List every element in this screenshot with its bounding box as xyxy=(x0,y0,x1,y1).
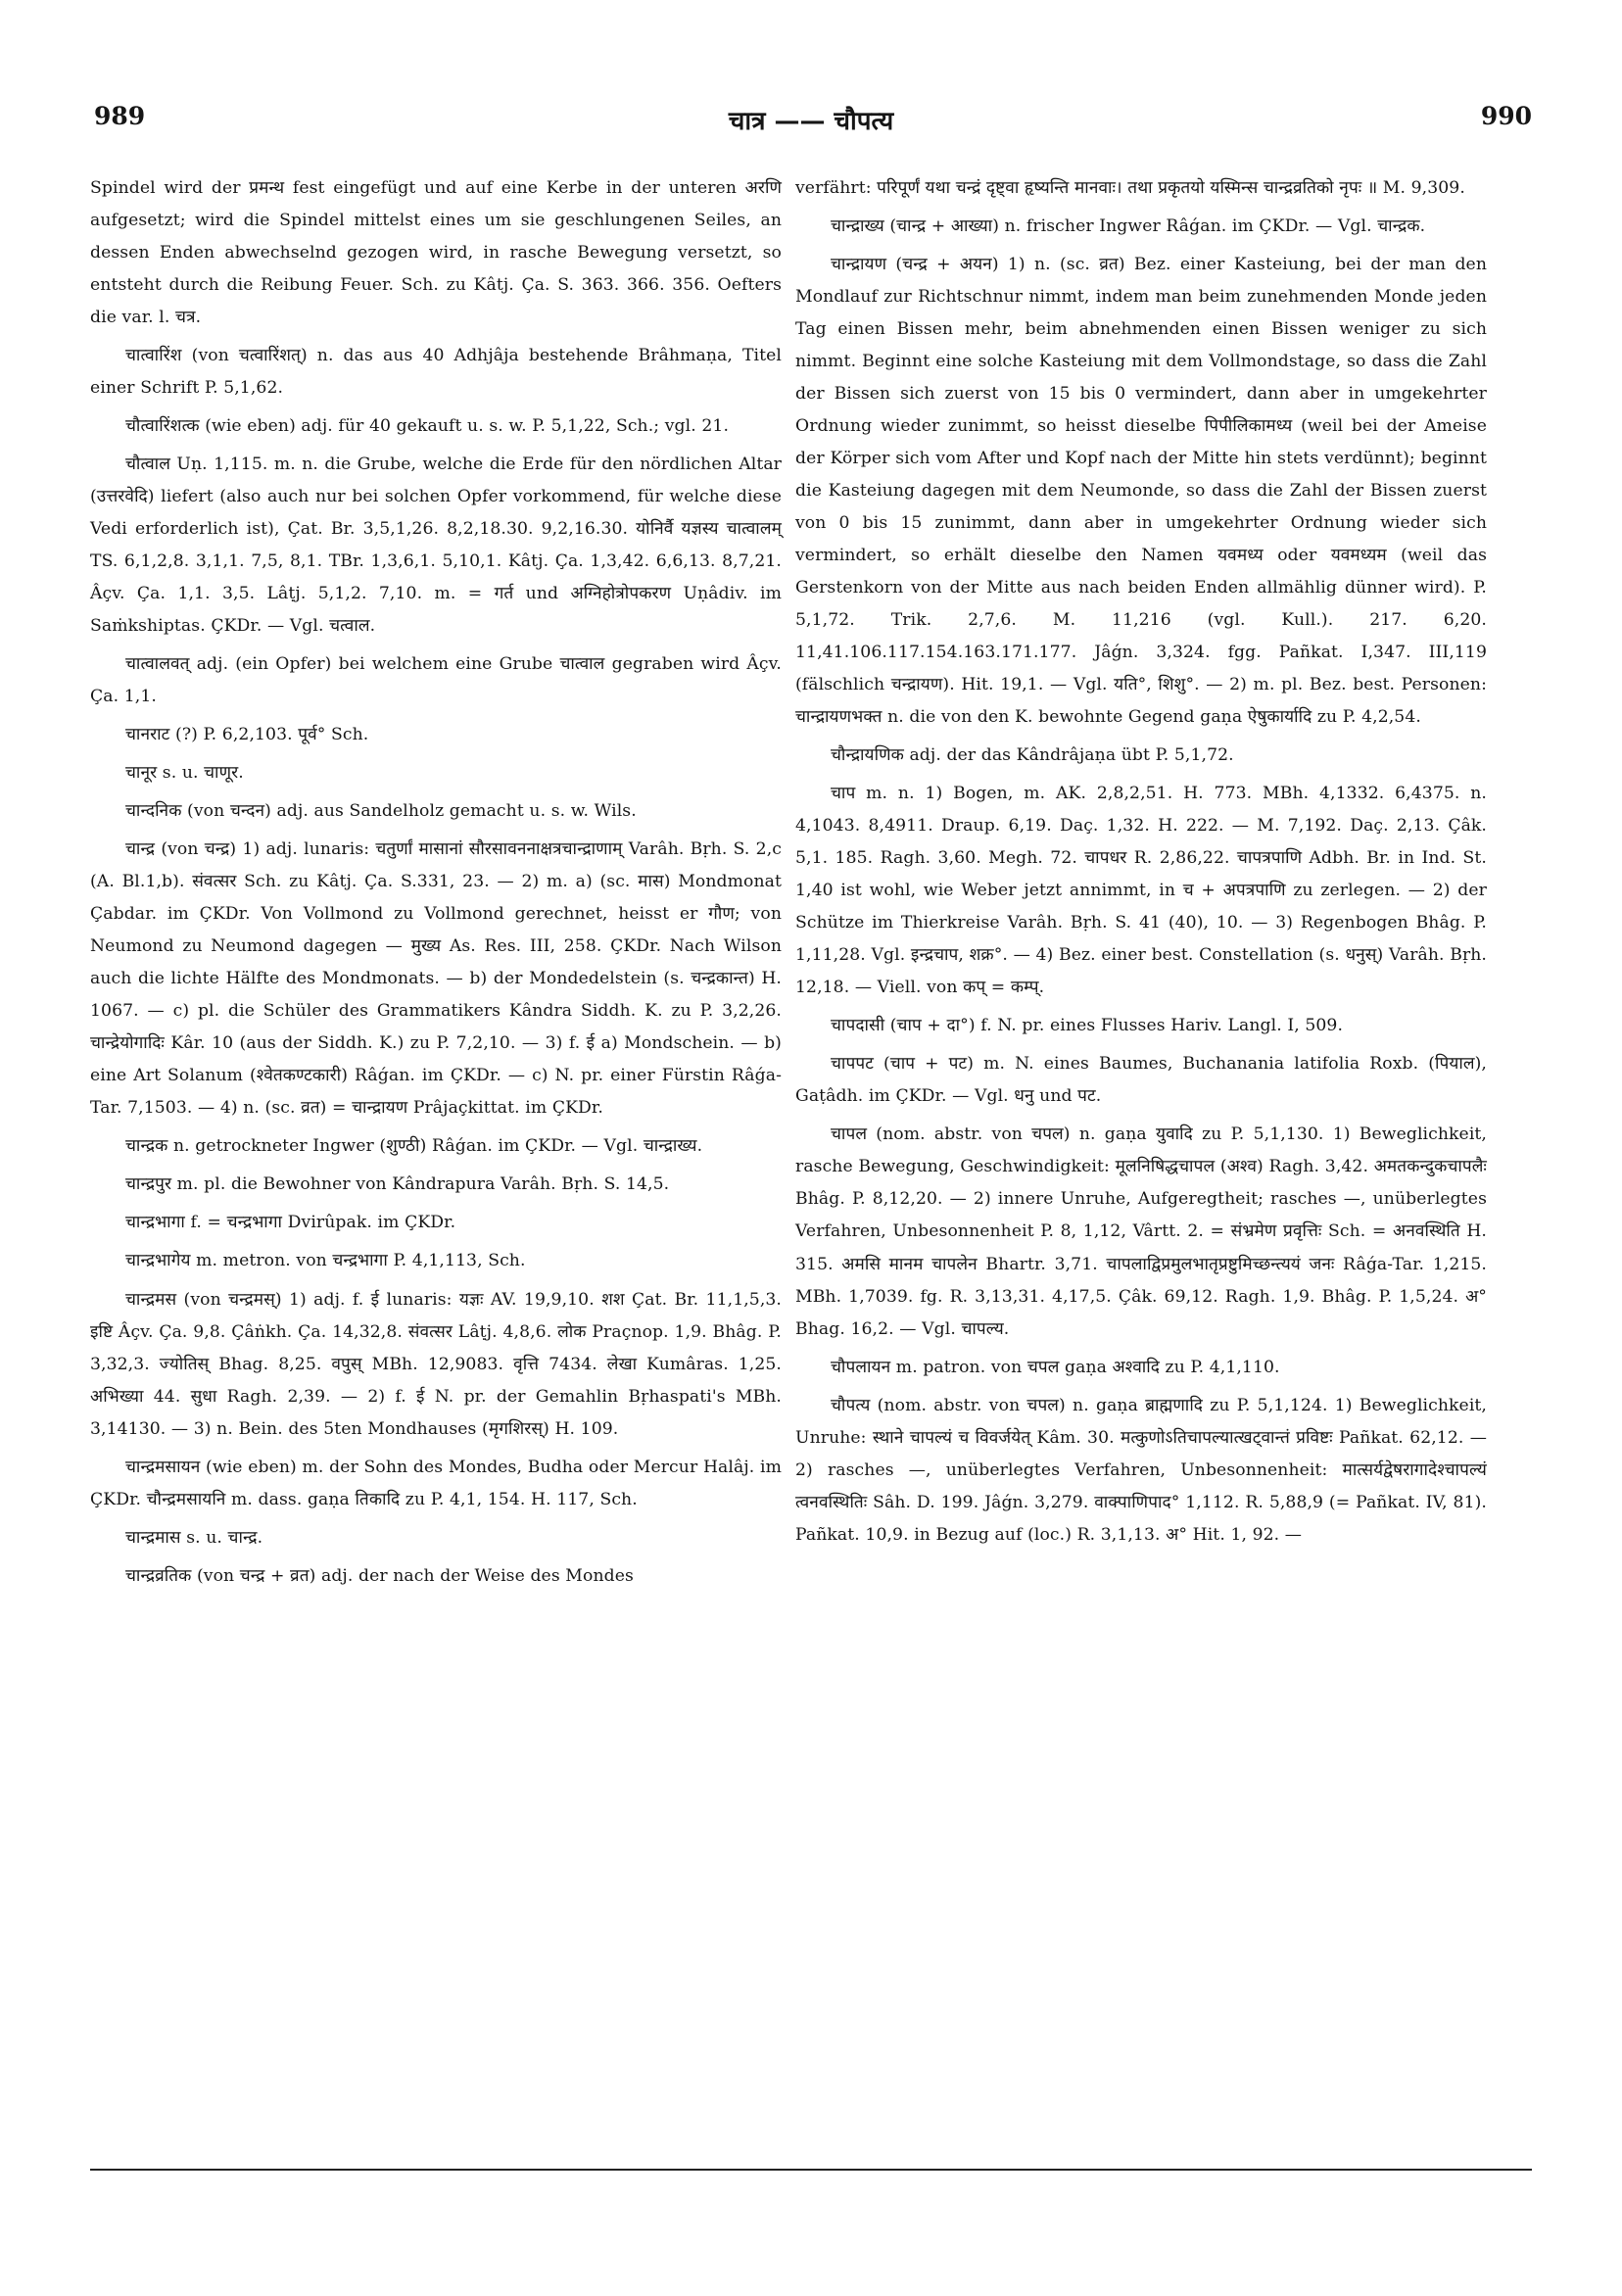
entry: चानूर s. u. चाणूर. xyxy=(125,763,244,784)
entry: चौन्द्रायणिक adj. der das Kândrâjaṇa übt P. 5,1,72. xyxy=(831,745,1234,766)
entry: चापल (nom. abstr. von चपल) n. gaṇa युवादि zu P. 5,1,130. 1) Beweglichkeit, rasche Bewegung, Geschwindigkeit: मूलनिषिद्धचापल (अश्व) Ragh. 3,42. अमतकन्दुकचापलैः Bhâg. P. 8,12,20. — 2) innere Unruhe, Aufgeregtheit; rasches —, unüberlegtes Verfahren, Unbesonnenheit P. 8, 1,12, Vârtt. 2. = संभ्रमेण प्रवृत्तिः Sch. = अनवस्थिति H. 315. अमसि मानम चापलेन Bhartr. 3,71. चापलाद्विप्रमुलभातृप्रष्टुमिच्छन्त्ययं जनः Râǵa-Tar. 1,215. MBh. 1,7039. fg. R. 3,13,31. 4,17,5. Çâk. 69,12. Ragh. 1,9. Bhâg. P. 1,5,24. अ° Bhag. 16,2. — Vgl. चापल्य. xyxy=(795,1124,1487,1339)
entry: चाप m. n. 1) Bogen, m. AK. 2,8,2,51. H. 773. MBh. 4,1332. 6,4375. n. 4,1043. 8,4911. Draup. 6,19. Daç. 1,32. H. 222. — M. 7,192. Daç. 2,13. Çâk. 5,1. 185. Ragh. 3,60. Megh. 72. चापधर R. 2,86,22. चापत्रपाणि Adbh. Br. in Ind. St. 1,40 ist wohl, wie Weber jetzt annimmt, in च + अपत्रपाणि zu zerlegen. — 2) der Schütze im Thierkreise Varâh. Bṛh. S. 41 (40), 10. — 3) Regenbogen Bhâg. P. 1,11,28. Vgl. इन्द्रचाप, शक्र°. — 4) Bez. einer best. Constellation (s. धनुस्) Varâh. Bṛh. 12,18. — Viell. von कप् = कम्प्. xyxy=(795,784,1487,998)
entry: चान्द्रभागा f. = चन्द्रभागा Dvirûpak. im ÇKDr. xyxy=(125,1213,456,1233)
entry: चापपट (चाप + पट) m. N. eines Baumes, Buchanania latifolia Roxb. (पियाल), Gaṭâdh. im ÇKDr. — Vgl. धनु und पट. xyxy=(795,1054,1487,1107)
entry: चौपत्य (nom. abstr. von चपल) n. gaṇa ब्राह्मणादि zu P. 5,1,124. 1) Beweglichkeit, Unruhe: स्थाने चापल्यं च विवर्जयेत् Kâm. 30. मत्कुणोऽतिचापल्यात्खट्वान्तं प्रविष्टः Pañkat. 62,12. — 2) rasches —, unüberlegtes Verfahren, Unbesonnenheit: मात्सर्यद्वेषरागादेश्चापल्यं त्वनवस्थितिः Sâh. D. 199. Jâǵn. 3,279. वाक्पाणिपाद° 1,112. R. 5,88,9 (= Pañkat. IV, 81). Pañkat. 10,9. in Bezug auf (loc.) R. 3,1,13. अ° Hit. 1, 92. — xyxy=(795,1395,1487,1545)
entry: चान्दनिक (von चन्दन) adj. aus Sandelholz gemacht u. s. w. Wils. xyxy=(125,801,637,822)
entry: चौपलायन m. patron. von चपल gaṇa अश्वादि zu P. 4,1,110. xyxy=(831,1357,1280,1377)
right-column xyxy=(795,172,1487,1557)
entry: चौत्वारिंशत्क (wie eben) adj. für 40 gekauft u. s. w. P. 5,1,22, Sch.; vgl. 21. xyxy=(125,416,730,437)
entry: चात्वालवत् adj. (ein Opfer) bei welchem eine Grube चात्वाल gegraben wird Âçv. Ça. 1,1. xyxy=(90,654,782,707)
entry: चानराट (?) P. 6,2,103. पूर्व° Sch. xyxy=(125,725,369,745)
entry: चान्द्राख्य (चान्द्र + आख्या) n. frischer Ingwer Râǵan. im ÇKDr. — Vgl. चान्द्रक. xyxy=(831,216,1426,237)
entry: चौत्वाल Uṇ. 1,115. m. n. die Grube, welche die Erde für den nördlichen Altar (उत्तरवेदि) liefert (also auch nur bei solchen Opfer vorkommend, für welche diese Vedi erforderlich ist), Çat. Br. 3,5,1,26. 8,2,18.30. 9,2,16.30. योनिर्वै यज्ञस्य चात्वालम् TS. 6,1,2,8. 3,1,1. 7,5, 8,1. TBr. 1,3,6,1. 5,10,1. Kâtj. Ça. 1,3,42. 6,6,13. 8,7,21. Âçv. Ça. 1,1. 3,5. Lâṭj. 5,1,2. 7,10. m. = गर्त und अग्निहोत्रोपकरण Uṇâdiv. im Saṁkshiptas. ÇKDr. — Vgl. चत्वाल. xyxy=(90,454,782,637)
left-column xyxy=(90,172,782,1599)
entry-continuation: Spindel wird der प्रमन्थ fest eingefügt und auf eine Kerbe in der unteren अरणि aufgesetzt; wird die Spindel mittelst eines um sie geschlungenen Seiles, an dessen Enden abwechselnd gezogen wird, in rasche Bewegung versetzt, so entsteht durch die Reibung Feuer. Sch. zu Kâtj. Ça. S. 363. 366. 356. Oefters die var. l. चत्र. xyxy=(90,178,782,328)
entry: चान्द्रायण (चन्द्र + अयन) 1) n. (sc. व्रत) Bez. einer Kasteiung, bei der man den Mondlauf zur Richtschnur nimmt, indem man beim zunehmenden Monde jeden Tag einen Bissen mehr, beim abnehmenden einen Bissen weniger zu sich nimmt. Beginnt eine solche Kasteiung mit dem Vollmondstage, so dass die Zahl der Bissen sich zuerst von 15 bis 0 vermindert, dann aber in umgekehrter Ordnung wieder zunimmt, so heisst dieselbe पिपीलिकामध्य (weil bei der Ameise der Körper sich vom After und Kopf nach der Mitte hin stets verdünnt); beginnt die Kasteiung dagegen mit dem Neumonde, so dass die Zahl der Bissen zuerst von 0 bis 15 zunimmt, dann aber in umgekehrter Ordnung wieder sich vermindert, so erhält dieselbe den Namen यवमध्य oder यवमध्यम (weil das Gerstenkorn von der Mitte aus nach beiden Enden allmählig dünner wird). P. 5,1,72. Trik. 2,7,6. M. 11,216 (vgl. Kull.). 217. 6,20. 11,41.106.117.154.163.171.177. Jâǵn. 3,324. fgg. Pañkat. I,347. III,119 (fälschlich चन्द्रायण). Hit. 19,1. — Vgl. यति°, शिशु°. — 2) m. pl. Bez. best. Personen: चान्द्रायणभक्त n. die von den K. bewohnte Gegend gaṇa ऐषुकार्यादि zu P. 4,2,54. xyxy=(795,255,1487,728)
entry-continuation: verfährt: परिपूर्णं यथा चन्द्रं दृष्ट्वा हृष्यन्ति मानवाः। तथा प्रकृतयो यस्मिन्स चान्द्रव्रतिको नृपः ॥ M. 9,309. xyxy=(795,178,1465,198)
entry: चान्द्रमास s. u. चान्द्र. xyxy=(125,1527,263,1548)
entry: चान्द्रक n. getrockneter Ingwer (शुण्ठी) Râǵan. im ÇKDr. — Vgl. चान्द्राख्य. xyxy=(125,1136,703,1157)
entry: चान्द्रपुर m. pl. die Bewohner von Kândrapura Varâh. Bṛh. S. 14,5. xyxy=(125,1174,670,1195)
left-page-number: 989 xyxy=(94,102,146,130)
entry: चान्द्रमसायन (wie eben) m. der Sohn des Mondes, Budha oder Mercur Halâj. im ÇKDr. चौन्द्रमसायनि m. dass. gaṇa तिकादि zu P. 4,1, 154. H. 117, Sch. xyxy=(90,1457,782,1509)
entry: चान्द्रमस (von चन्द्रमस्) 1) adj. f. ई lunaris: यज्ञः AV. 19,9,10. शश Çat. Br. 11,1,5,3. इष्टि Âçv. Ça. 9,8. Çâṅkh. Ça. 14,32,8. संवत्सर Lâṭj. 4,8,6. लोक Praçnop. 1,9. Bhâg. P. 3,32,3. ज्योतिस् Bhag. 8,25. वपुस् MBh. 12,9083. वृत्ति 7434. लेखा Kumâras. 1,25. अभिख्या 44. सुधा Ragh. 2,39. — 2) f. ई N. pr. der Gemahlin Bṛhaspati's MBh. 3,14130. — 3) n. Bein. des 5ten Mondhauses (मृगशिरस्) H. 109. xyxy=(90,1289,782,1439)
entry: चात्वारिंश (von चत्वारिंशत्) n. das aus 40 Adhjâja bestehende Brâhmaṇa, Titel einer Schrift P. 5,1,62. xyxy=(90,346,782,399)
running-head: चात्र —— चौपत्य xyxy=(728,107,894,136)
entry: चान्द्रव्रतिक (von चन्द्र + व्रत) adj. der nach der Weise des Mondes xyxy=(125,1565,634,1586)
entry: चान्द्रभागेय m. metron. von चन्द्रभागा P. 4,1,113, Sch. xyxy=(125,1251,526,1271)
footer-rule xyxy=(90,2169,1532,2171)
entry: चापदासी (चाप + दा°) f. N. pr. eines Flusses Hariv. Langl. I, 509. xyxy=(831,1016,1344,1036)
page-header xyxy=(0,102,1622,151)
right-page-number: 990 xyxy=(1480,102,1532,130)
entry: चान्द्र (von चन्द्र) 1) adj. lunaris: चतुर्णां मासानां सौरसावननाक्षत्रचान्द्राणाम् Varâh. Bṛh. S. 2,c (A. Bl.1,b). संवत्सर Sch. zu Kâtj. Ça. S.331, 23. — 2) m. a) (sc. मास) Mondmonat Çabdar. im ÇKDr. Von Vollmond zu Vollmond gerechnet, heisst er गौण; von Neumond zu Neumond dagegen — मुख्य As. Res. III, 258. ÇKDr. Nach Wilson auch die lichte Hälfte des Mondmonats. — b) der Mondedelstein (s. चन्द्रकान्त) H. 1067. — c) pl. die Schüler des Grammatikers Kândra Siddh. K. zu P. 3,2,26. चान्द्रेयोगादिः Kâr. 10 (aus der Siddh. K.) zu P. 7,2,10. — 3) f. ई a) Mondschein. — b) eine Art Solanum (श्वेतकण्टकारी) Râǵan. im ÇKDr. — c) N. pr. einer Fürstin Râǵa-Tar. 7,1503. — 4) n. (sc. व्रत) = चान्द्रायण Prâjaçkittat. im ÇKDr. xyxy=(90,839,782,1119)
